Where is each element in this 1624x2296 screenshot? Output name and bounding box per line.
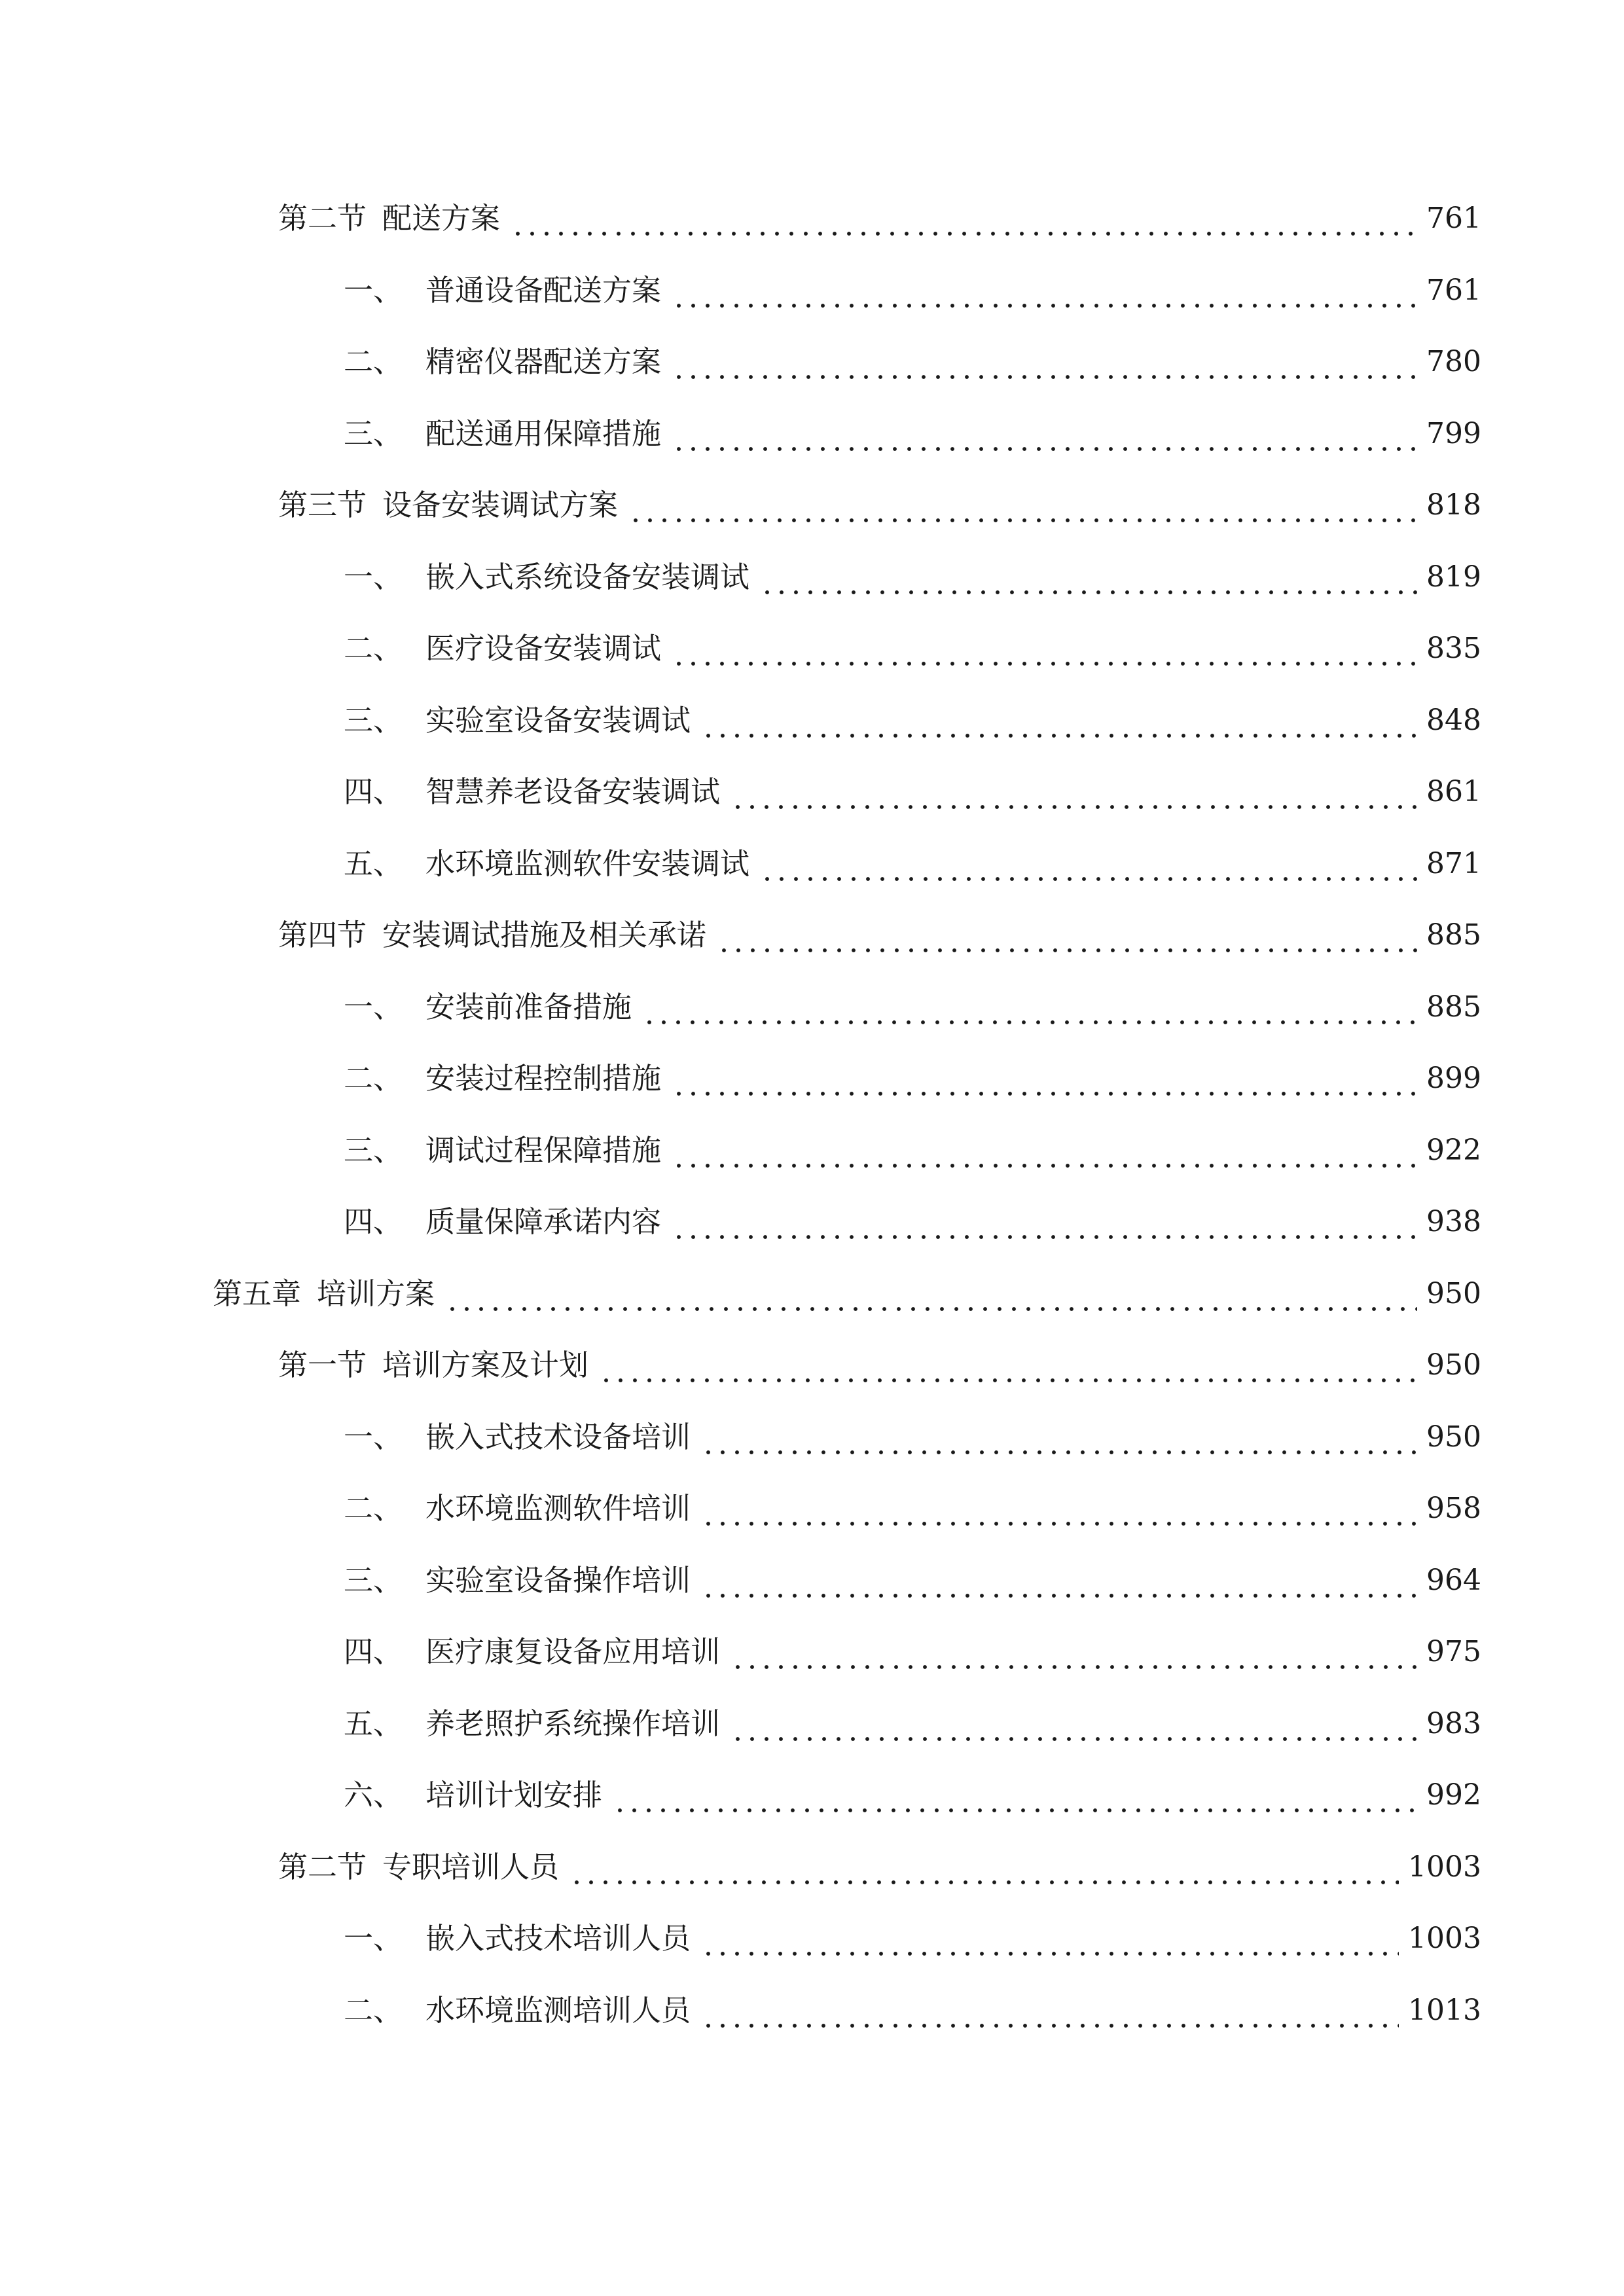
toc-entry-page-number: 780 xyxy=(1426,345,1481,378)
toc-entry-page-number: 975 xyxy=(1426,1635,1481,1668)
toc-entry-number: 第一节 xyxy=(278,1348,367,1382)
toc-entry-page-number: 922 xyxy=(1426,1134,1481,1167)
toc-entry-section[interactable] xyxy=(278,1844,1481,1891)
toc-entry-title: 水环境监测软件安装调试 xyxy=(425,846,750,881)
toc-entry-page-number: 1013 xyxy=(1408,1994,1481,2027)
toc-entry-page-number: 819 xyxy=(1426,560,1481,594)
toc-entry-title: 培训方案及计划 xyxy=(382,1348,589,1382)
dot-leader xyxy=(672,1127,1417,1174)
dot-leader xyxy=(642,984,1417,1031)
dot-leader xyxy=(672,1198,1417,1246)
toc-entry-item[interactable] xyxy=(344,625,1481,672)
dot-leader xyxy=(672,410,1417,457)
dot-leader xyxy=(731,1628,1417,1676)
toc-entry-page-number: 885 xyxy=(1426,990,1481,1024)
toc-entry-section[interactable] xyxy=(278,482,1481,529)
toc-entry-item[interactable] xyxy=(344,1772,1481,1819)
toc-entry-number: 五、 xyxy=(344,846,403,881)
toc-entry-title: 普通设备配送方案 xyxy=(425,273,662,308)
toc-entry-page-number: 983 xyxy=(1426,1707,1481,1740)
toc-entry-page-number: 799 xyxy=(1426,417,1481,450)
toc-entry-number: 二、 xyxy=(344,631,403,666)
toc-entry-page-number: 964 xyxy=(1426,1564,1481,1597)
toc-entry-page-number: 871 xyxy=(1426,847,1481,880)
dot-leader xyxy=(672,267,1417,314)
toc-entry-item[interactable] xyxy=(344,267,1481,314)
toc-entry-page-number: 899 xyxy=(1426,1062,1481,1095)
dot-leader xyxy=(672,625,1417,672)
dot-leader xyxy=(701,1557,1417,1604)
toc-entry-page-number: 761 xyxy=(1426,274,1481,307)
toc-entry-page-number: 938 xyxy=(1426,1205,1481,1238)
dot-leader xyxy=(731,1700,1417,1748)
toc-entry-number: 四、 xyxy=(344,1634,403,1669)
toc-entry-page-number: 818 xyxy=(1426,488,1481,522)
toc-entry-page-number: 958 xyxy=(1426,1492,1481,1525)
toc-entry-title: 安装调试措施及相关承诺 xyxy=(382,918,707,952)
dot-leader xyxy=(701,1485,1417,1532)
toc-entry-item[interactable] xyxy=(344,1557,1481,1604)
toc-entry-page-number: 761 xyxy=(1426,202,1481,235)
toc-entry-page-number: 1003 xyxy=(1408,1922,1481,1955)
toc-entry-item[interactable] xyxy=(344,410,1481,457)
toc-entry-number: 二、 xyxy=(344,1993,403,2028)
toc-entry-chapter[interactable] xyxy=(213,1270,1481,1318)
toc-entry-item[interactable] xyxy=(344,1055,1481,1102)
toc-entry-number: 一、 xyxy=(344,990,403,1024)
toc-entry-number: 四、 xyxy=(344,774,403,809)
toc-entry-number: 五、 xyxy=(344,1706,403,1741)
toc-entry-title: 质量保障承诺内容 xyxy=(425,1204,662,1239)
toc-entry-title: 安装过程控制措施 xyxy=(425,1061,662,1096)
toc-entry-number: 四、 xyxy=(344,1204,403,1239)
toc-entry-number: 六、 xyxy=(344,1778,403,1812)
toc-entry-item[interactable] xyxy=(344,554,1481,601)
toc-entry-page-number: 1003 xyxy=(1408,1850,1481,1884)
toc-entry-item[interactable] xyxy=(344,1915,1481,1962)
toc-entry-title: 水环境监测软件培训 xyxy=(425,1491,691,1526)
toc-entry-page-number: 950 xyxy=(1426,1348,1481,1382)
toc-entry-number: 第五章 xyxy=(213,1276,302,1311)
toc-entry-number: 三、 xyxy=(344,1133,403,1168)
dot-leader xyxy=(760,840,1417,888)
toc-entry-page-number: 885 xyxy=(1426,918,1481,952)
toc-entry-title: 水环境监测培训人员 xyxy=(425,1993,691,2028)
toc-entry-title: 嵌入式系统设备安装调试 xyxy=(425,560,750,594)
toc-entry-page-number: 848 xyxy=(1426,704,1481,737)
toc-entry-title: 配送通用保障措施 xyxy=(425,416,662,451)
toc-entry-number: 一、 xyxy=(344,273,403,308)
toc-entry-title: 智慧养老设备安装调试 xyxy=(425,774,721,809)
dot-leader xyxy=(701,1987,1399,2034)
toc-entry-number: 一、 xyxy=(344,560,403,594)
toc-entry-page-number: 835 xyxy=(1426,632,1481,665)
dot-leader xyxy=(445,1270,1417,1318)
toc-entry-title: 实验室设备操作培训 xyxy=(425,1563,691,1598)
dot-leader xyxy=(613,1772,1417,1819)
dot-leader xyxy=(701,1915,1399,1962)
dot-leader xyxy=(672,1055,1417,1102)
toc-entry-title: 设备安装调试方案 xyxy=(382,488,619,522)
toc-entry-item[interactable] xyxy=(344,1987,1481,2034)
toc-entry-number: 第二节 xyxy=(278,201,367,236)
toc-entry-section[interactable] xyxy=(278,195,1481,242)
dot-leader xyxy=(701,697,1417,744)
toc-entry-title: 精密仪器配送方案 xyxy=(425,344,662,379)
toc-entry-title: 嵌入式技术培训人员 xyxy=(425,1921,691,1956)
dot-leader xyxy=(569,1844,1399,1891)
toc-entry-number: 第三节 xyxy=(278,488,367,522)
toc-entry-item[interactable] xyxy=(344,984,1481,1031)
toc-entry-title: 专职培训人员 xyxy=(382,1850,560,1884)
toc-entry-number: 三、 xyxy=(344,703,403,738)
toc-entry-item[interactable] xyxy=(344,1485,1481,1532)
toc-entry-item[interactable] xyxy=(344,697,1481,744)
toc-entry-title: 配送方案 xyxy=(382,201,501,236)
dot-leader xyxy=(599,1342,1417,1389)
toc-entry-page-number: 950 xyxy=(1426,1420,1481,1454)
toc-entry-title: 安装前准备措施 xyxy=(425,990,632,1024)
toc-entry-title: 培训方案 xyxy=(317,1276,435,1311)
toc-entry-number: 二、 xyxy=(344,344,403,379)
toc-entry-number: 三、 xyxy=(344,1563,403,1598)
toc-entry-number: 二、 xyxy=(344,1061,403,1096)
toc-entry-section[interactable] xyxy=(278,1342,1481,1389)
toc-entry-title: 调试过程保障措施 xyxy=(425,1133,662,1168)
toc-entry-title: 医疗设备安装调试 xyxy=(425,631,662,666)
dot-leader xyxy=(672,338,1417,386)
toc-entry-item[interactable] xyxy=(344,1127,1481,1174)
dot-leader xyxy=(731,768,1417,816)
toc-entry-item[interactable] xyxy=(344,1198,1481,1246)
toc-entry-number: 第二节 xyxy=(278,1850,367,1884)
toc-entry-item[interactable] xyxy=(344,840,1481,888)
dot-leader xyxy=(760,554,1417,601)
toc-entry-number: 三、 xyxy=(344,416,403,451)
toc-entry-title: 养老照护系统操作培训 xyxy=(425,1706,721,1741)
toc-entry-title: 培训计划安排 xyxy=(425,1778,603,1812)
toc-entry-title: 嵌入式技术设备培训 xyxy=(425,1420,691,1454)
dot-leader xyxy=(701,1414,1417,1461)
toc-entry-number: 二、 xyxy=(344,1491,403,1526)
toc-entry-item[interactable] xyxy=(344,768,1481,816)
toc-entry-page-number: 861 xyxy=(1426,775,1481,808)
toc-entry-item[interactable] xyxy=(344,1414,1481,1461)
dot-leader xyxy=(717,912,1417,959)
dot-leader xyxy=(511,195,1417,242)
toc-entry-number: 第四节 xyxy=(278,918,367,952)
toc-entry-page-number: 992 xyxy=(1426,1778,1481,1812)
toc-entry-item[interactable] xyxy=(344,1628,1481,1676)
toc-entry-item[interactable] xyxy=(344,1700,1481,1748)
toc-entry-title: 医疗康复设备应用培训 xyxy=(425,1634,721,1669)
dot-leader xyxy=(628,482,1417,529)
toc-entry-number: 一、 xyxy=(344,1420,403,1454)
toc-entry-title: 实验室设备安装调试 xyxy=(425,703,691,738)
toc-entry-section[interactable] xyxy=(278,912,1481,959)
toc-entry-number: 一、 xyxy=(344,1921,403,1956)
toc-entry-page-number: 950 xyxy=(1426,1277,1481,1310)
toc-entry-item[interactable] xyxy=(344,338,1481,386)
